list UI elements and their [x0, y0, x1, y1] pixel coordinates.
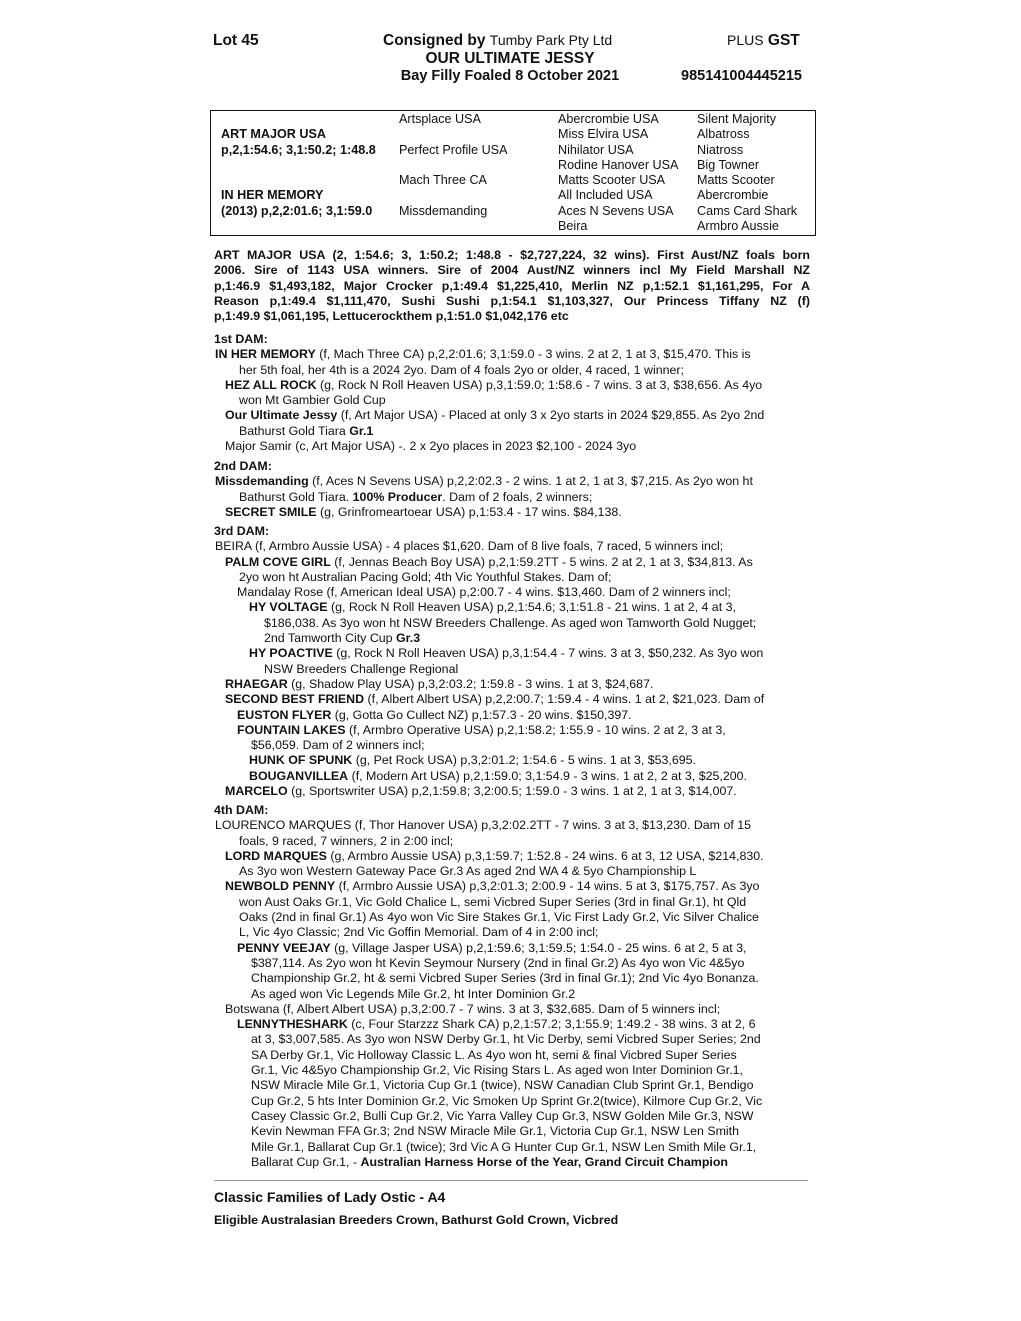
dam1-entry-cont: won Mt Gambier Gold Cup [239, 393, 386, 408]
sire-summary-line: p,1:49.9 $1,061,195, Lettucerockthem p,1:51.0 $1,042,176 etc [214, 309, 569, 324]
dam3-entry-text: (g, Gotta Go Cullect NZ) p,1:57.3 - 20 wins. $150,397. [334, 707, 632, 722]
dam3-line [214, 708, 810, 723]
dam1-entry-text: Bathurst Gold Tiara [239, 423, 346, 438]
dam3-entry-name: HUNK OF SPUNK [249, 753, 353, 768]
dam2-section [214, 459, 810, 520]
dam3-entry-text: (f, Jennas Beach Boy USA) p,2,1:59.2TT - 5 wins. 2 at 2, 1 at 3, $34,813. As [334, 554, 753, 569]
dam1-entry-name: HEZ ALL ROCK [225, 377, 317, 392]
dam3-entry-name: HY POACTIVE [249, 646, 333, 661]
sire-name: ART MAJOR USA [221, 127, 326, 141]
dam4-line: Cup Gr.2, 5 hts Inter Dominion Gr.2, Vic Smoken Up Sprint Gr.2(twice), Kilmore Cup Gr.2, Vic [251, 1093, 763, 1108]
dam3-line [214, 753, 810, 768]
dam4-entry-text: (c, Four Starzzz Shark CA) p,2,1:57.2; 3,1:55.9; 1:49.2 - 38 wins. 3 at 2, 6 [351, 1017, 756, 1032]
pedigree-gen4: Matts Scooter [697, 173, 775, 187]
pedigree-gen3: Beira [558, 219, 588, 233]
dam2-entry-text: (f, Aces N Sevens USA) p,2,2:02.3 - 2 wins. 1 at 2, 1 at 3, $7,215. As 2yo won ht [312, 474, 753, 489]
gst-label [727, 32, 800, 50]
dam3-line: $186,038. As 3yo won ht NSW Breeders Challenge. As aged won Tamworth Gold Nugget; [264, 615, 757, 630]
dam3-entry-name: SECOND BEST FRIEND [225, 692, 365, 707]
plus-label: PLUS [727, 32, 764, 48]
pedigree-gen4: Silent Majority [697, 112, 777, 126]
dam4-entry-name: PENNY VEEJAY [237, 940, 331, 955]
dam3-line [214, 555, 810, 570]
dam3-entry-text: (f, Modern Art USA) p,2,1:59.0; 3,1:54.9 - 3 wins. 1 at 2, 2 at 3, $25,200. [351, 768, 747, 783]
pedigree-gen3: All Included USA [558, 188, 653, 202]
dam4-highlight: Australian Harness Horse of the Year, Grand Circuit Champion [360, 1154, 728, 1169]
dam3-line [214, 769, 810, 784]
dam-record: (2013) p,2,2:01.6; 3,1:59.0 [221, 204, 373, 218]
dam1-entry-cont: her 5th foal, her 4th is a 2024 2yo. Dam of 4 foals 2yo or older, 4 raced, 1 winner; [239, 362, 684, 377]
dam1-entry-text: (f, Art Major USA) - Placed at only 3 x 2yo starts in 2024 $29,855. As 2yo 2nd [340, 408, 765, 423]
dam2-entry-text: (g, Grinfromeartoear USA) p,1:53.4 - 17 wins. $84,138. [320, 504, 622, 519]
dam2-entry-text: . Dam of 2 foals, 2 winners; [442, 489, 593, 504]
horse-name: OUR ULTIMATE JESSY [425, 50, 595, 67]
dam3-entry-text: (f, Armbro Operative USA) p,2,1:58.2; 1:55.9 - 10 wins. 2 at 2, 3 at 3, [348, 722, 726, 737]
dam1-title: 1st DAM: [214, 332, 268, 346]
dam2-entry-name: SECRET SMILE [225, 504, 317, 519]
dam4-line: Casey Classic Gr.2, Bulli Cup Gr.2, Vic Yarra Valley Cup Gr.3, NSW Golden Mile Gr.3, NSW [251, 1108, 754, 1123]
pedigree-gen2: Mach Three CA [399, 173, 487, 187]
dam3-line [214, 692, 810, 707]
dam3-entry-name: BOUGANVILLEA [249, 768, 349, 783]
dam4-line: Botswana (f, Albert Albert USA) p,3,2:00.7 - 7 wins. 3 at 3, $32,685. Dam of 5 winners incl; [225, 1001, 721, 1016]
dam1-entry-name: Our Ultimate Jessy [225, 408, 338, 423]
dam4-line: As aged won Vic Legends Mile Gr.2, ht Inter Dominion Gr.2 [251, 986, 576, 1001]
dam3-line [214, 784, 810, 799]
pedigree-gen3: Nihilator USA [558, 143, 634, 157]
dam4-line [214, 1017, 810, 1032]
dam1-entry-text: (g, Rock N Roll Heaven USA) p,3,1:59.0; 1:58.6 - 7 wins. 3 at 3, $38,656. As 4yo [320, 377, 763, 392]
pedigree-gen2: Missdemanding [399, 204, 488, 218]
dam3-entry-name: FOUNTAIN LAKES [237, 722, 346, 737]
dam3-title: 3rd DAM: [214, 524, 270, 538]
gst-text: GST [767, 32, 800, 49]
dam4-entry-text: (g, Village Jasper USA) p,2,1:59.6; 3,1:59.5; 1:54.0 - 25 wins. 6 at 2, 5 at 3, [334, 940, 747, 955]
dam3-line [214, 631, 810, 646]
dam4-line [214, 879, 810, 894]
dam2-entry-cont [214, 490, 810, 505]
dam3-line [214, 646, 810, 661]
dam4-line: foals, 9 raced, 7 winners, 2 in 2:00 incl; [239, 833, 454, 848]
dam4-line: LOURENCO MARQUES (f, Thor Hanover USA) p,3,2:02.2TT - 7 wins. 3 at 3, $13,230. Dam of 15 [215, 818, 751, 833]
dam4-line [214, 1155, 810, 1170]
dam3-entry-text: (g, Rock N Roll Heaven USA) p,3,1:54.4 - 7 wins. 3 at 3, $50,232. As 3yo won [336, 646, 764, 661]
pedigree-gen3: Aces N Sevens USA [558, 204, 674, 218]
sire-summary-line: ART MAJOR USA (2, 1:54.6; 3, 1:50.2; 1:48.8 - $2,727,224, 32 wins). First Aust/NZ foals born [214, 248, 810, 262]
dam4-line: As 3yo won Western Gateway Pace Gr.3 As aged 2nd WA 4 & 5yo Championship L [239, 864, 697, 879]
eligibility-line: Eligible Australasian Breeders Crown, Bathurst Gold Crown, Vicbred [214, 1213, 619, 1227]
dam4-title: 4th DAM: [214, 803, 269, 817]
consigned-by-label: Consigned by [383, 32, 486, 49]
dam4-entry-name: LORD MARQUES [225, 848, 327, 863]
pedigree-gen4: Abercrombie [697, 188, 769, 202]
dam4-entry-text: Ballarat Cup Gr.1, - [251, 1154, 358, 1169]
dam1-entry-text: (f, Mach Three CA) p,2,2:01.6; 3,1:59.0 - 3 wins. 2 at 2, 1 at 3, $15,470. This is [319, 347, 751, 362]
dam4-line: $387,114. As 2yo won ht Kevin Seymour Nursery (2nd in final Gr.2) As 4yo won Vic 4&5yo [251, 955, 745, 970]
dam3-line [214, 723, 810, 738]
dam3-entry-text: (f, Albert Albert USA) p,2,2:00.7; 1:59.4 - 4 wins. 1 at 2, $21,023. Dam of [367, 692, 765, 707]
dam3-entry-name: HY VOLTAGE [249, 600, 328, 615]
dam4-line [214, 941, 810, 956]
pedigree-gen4: Niatross [697, 143, 744, 157]
dam3-line: NSW Breeders Challenge Regional [264, 661, 459, 676]
sire-record: p,2,1:54.6; 3,1:50.2; 1:48.8 [221, 143, 376, 157]
consignor-line [383, 32, 612, 50]
dam4-line: Mile Gr.1, Ballarat Cup Gr.1 (twice); 3rd Vic A G Hunter Cup Gr.1, NSW Len Smith Mile Gr.1, [251, 1139, 757, 1154]
pedigree-gen4: Albatross [697, 127, 750, 141]
dam1-entry: Major Samir (c, Art Major USA) -. 2 x 2yo places in 2023 $2,100 - 2024 3yo [225, 439, 637, 454]
dam4-entry-text: (f, Armbro Aussie USA) p,3,2:01.3; 2:00.9 - 14 wins. 5 at 3, $175,757. As 3yo [338, 879, 760, 894]
dam3-line: Mandalay Rose (f, American Ideal USA) p,2:00.7 - 4 wins. $13,460. Dam of 2 winners incl; [237, 585, 731, 600]
dam1-entry [214, 408, 810, 423]
dam1-entry [214, 378, 810, 393]
dam3-entry-text: (g, Sportswriter USA) p,2,1:59.8; 3,2:00.5; 1:59.0 - 3 wins. 1 at 2, 1 at 3, $14,007. [291, 784, 737, 799]
producer-badge: 100% Producer [352, 489, 443, 504]
dam-name: IN HER MEMORY [221, 188, 324, 202]
dam1-entry-cont [214, 424, 810, 439]
dam4-entry-name: LENNYTHESHARK [237, 1017, 348, 1032]
sire-summary-line: Reason p,1:49.4 $1,111,470, Sushi Sushi p,1:54.1 $1,103,327, Our Princess Tiffany NZ (f) [214, 293, 810, 308]
dam2-entry-text: Bathurst Gold Tiara. [239, 489, 350, 504]
dam3-entry-text: (g, Pet Rock USA) p,3,2:01.2; 1:54.6 - 5 wins. 1 at 3, $53,695. [355, 753, 696, 768]
family-line: Classic Families of Lady Ostic - A4 [214, 1189, 446, 1205]
pedigree-gen3: Abercrombie USA [558, 112, 659, 126]
pedigree-gen4: Armbro Aussie [697, 219, 779, 233]
dam3-entry-text: 2nd Tamworth City Cup [264, 631, 393, 646]
dam3-line [214, 600, 810, 615]
dam3-entry-name: EUSTON FLYER [237, 707, 332, 722]
dam4-line: NSW Miracle Mile Gr.1, Victoria Cup Gr.1 (twice), NSW Canadian Club Sprint Gr.1, Bendigo [251, 1078, 754, 1093]
dam3-line: $56,059. Dam of 2 winners incl; [251, 738, 425, 753]
sire-summary [214, 248, 810, 324]
pedigree-gen2: Perfect Profile USA [399, 143, 508, 157]
dam3-line [214, 677, 810, 692]
dam4-line: L, Vic 4yo Classic; 2nd Vic Goffin Memorial. Dam of 4 in 2:00 incl; [239, 925, 599, 940]
dam4-line: Gr.1, Vic 4&5yo Championship Gr.2, Vic Rising Stars L. As aged won Inter Dominion Gr.1, [251, 1063, 743, 1078]
dam3-entry-text: (g, Shadow Play USA) p,3,2:03.2; 1:59.8 - 3 wins. 1 at 3, $24,687. [291, 676, 654, 691]
dam4-entry-text: (g, Armbro Aussie USA) p,3,1:59.7; 1:52.8 - 24 wins. 6 at 3, 12 USA, $214,830. [330, 848, 764, 863]
race-grade: Gr.3 [396, 631, 421, 646]
dam3-line: 2yo won ht Australian Pacing Gold; 4th Vic Youthful Stakes. Dam of; [239, 569, 612, 584]
dam1-entry [214, 347, 810, 362]
sire-summary-line: 2006. Sire of 1143 USA winners. Sire of 2004 Aust/NZ winners incl My Field Marshall NZ [214, 263, 810, 278]
dam4-entry-name: NEWBOLD PENNY [225, 879, 336, 894]
race-grade: Gr.1 [349, 423, 374, 438]
pedigree-gen3: Miss Elvira USA [558, 127, 649, 141]
sire-summary-line: p,1:46.9 $1,493,182, Major Crocker p,1:49.4 $1,225,410, Merlin NZ p,1:52.1 $1,161,295, For A [214, 278, 810, 293]
microchip-number: 985141004445215 [681, 68, 802, 84]
consignor-name: Tumby Park Pty Ltd [489, 32, 613, 48]
dam1-section [214, 332, 810, 454]
dam3-section [214, 524, 810, 799]
dam4-line: Championship Gr.2, ht & semi Vicbred Super Series (3rd in final Gr.1); 2nd Vic 4yo Bonanza. [251, 971, 759, 986]
dam4-line: Oaks (2nd in final Gr.1) As 4yo won Vic Sire Stakes Gr.1, Vic First Lady Gr.2, Vic Silver Chalice [239, 910, 759, 925]
dam2-entry [214, 474, 810, 489]
dam4-line: won Aust Oaks Gr.1, Vic Gold Chalice L, semi Vicbred Super Series (3rd in final Gr.1), ht Qld [239, 894, 747, 909]
lot-number: Lot 45 [213, 32, 259, 49]
dam4-line: Kevin Newman FFA Gr.3; 2nd NSW Miracle Mile Gr.1, Victoria Cup Gr.1, NSW Len Smith [251, 1124, 739, 1139]
pedigree-gen4: Big Towner [697, 158, 760, 172]
dam2-title: 2nd DAM: [214, 459, 272, 473]
footer-divider [214, 1180, 808, 1181]
dam3-entry-name: MARCELO [225, 784, 288, 799]
dam3-entry-text: (g, Rock N Roll Heaven USA) p,2,1:54.6; 3,1:51.8 - 21 wins. 1 at 2, 4 at 3, [330, 600, 736, 615]
dam4-line [214, 849, 810, 864]
dam4-section [214, 803, 810, 1170]
dam2-entry-name: Missdemanding [215, 474, 309, 489]
pedigree-gen3: Matts Scooter USA [558, 173, 666, 187]
dam4-line: SA Derby Gr.1, Vic Holloway Classic L. As 4yo won ht, semi & final Vicbred Super Series [251, 1047, 737, 1062]
dam3-entry-name: RHAEGAR [225, 676, 288, 691]
dam4-line: at 3, $3,007,585. As 3yo won NSW Derby Gr.1, ht Vic Derby, semi Vicbred Super Series; 2nd [251, 1032, 761, 1047]
pedigree-gen2: Artsplace USA [399, 112, 481, 126]
horse-description: Bay Filly Foaled 8 October 2021 [400, 68, 620, 84]
dam2-entry [214, 505, 810, 520]
pedigree-gen4: Cams Card Shark [697, 204, 798, 218]
dam3-line: BEIRA (f, Armbro Aussie USA) - 4 places $1,620. Dam of 8 live foals, 7 raced, 5 winners incl; [215, 539, 724, 554]
dam3-entry-name: PALM COVE GIRL [225, 554, 331, 569]
dam1-entry-name: IN HER MEMORY [215, 347, 316, 362]
pedigree-gen3: Rodine Hanover USA [558, 158, 679, 172]
